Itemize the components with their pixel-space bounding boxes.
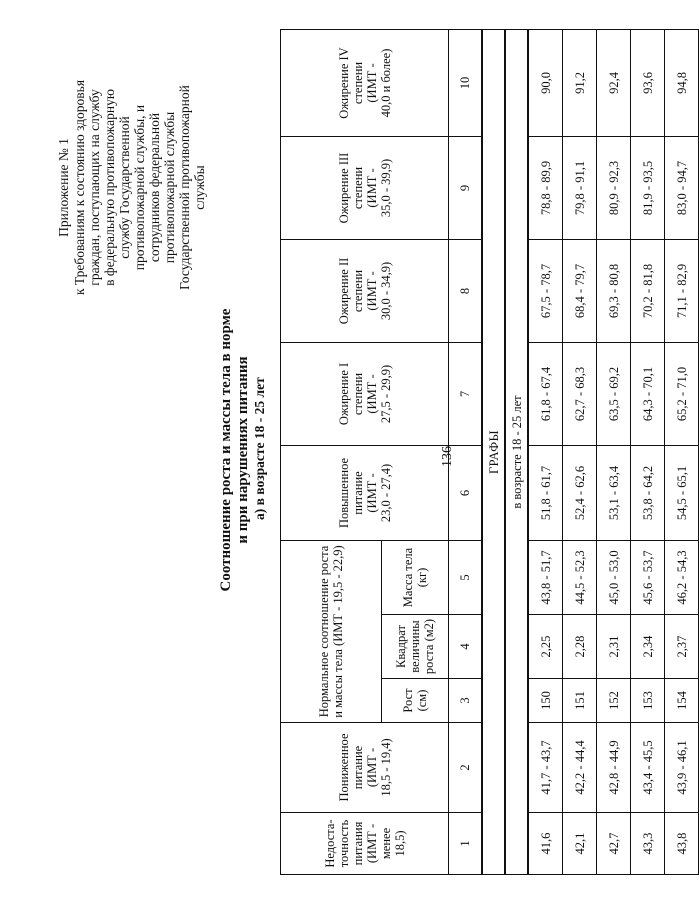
table-cell: 67,5 - 78,7 [528,239,563,342]
table-cell: 2,34 [631,615,665,679]
header-col-8: Ожирение II степени (ИМТ - 30,0 - 34,9) [281,239,449,342]
annex-line: к Требованиям к состоянию здоровья [72,79,87,296]
table-cell: 91,2 [563,29,597,136]
table-cell: 2,37 [665,615,699,679]
document-title-line: и при нарушениях питания [235,356,251,544]
table-cell: 43,3 [631,813,665,875]
column-number: 6 [449,445,483,540]
annex-block [56,35,207,340]
table-cell: 71,1 - 82,9 [665,239,699,342]
table-cell: 44,5 - 52,3 [563,540,597,614]
column-number: 8 [449,239,483,342]
table-cell: 43,8 [665,813,699,875]
annex-line: сотрудников федеральной [147,112,162,263]
header-col-4: Квадрат величины роста (м2) [382,615,449,679]
table-cell: 90,0 [528,29,563,136]
table-cell: 2,31 [597,615,631,679]
table-cell: 78,8 - 89,9 [528,136,563,239]
annex-line: службы [192,165,207,210]
table-cell: 45,6 - 53,7 [631,540,665,614]
header-col-10: Ожирение IV степени (ИМТ - 40,0 и более) [281,29,449,136]
table-cell: 2,25 [528,615,563,679]
table-row [665,29,699,874]
table-cell: 53,8 - 64,2 [631,445,665,540]
table-cell: 153 [631,679,665,723]
document-title [218,200,252,700]
column-number: 3 [449,679,483,723]
table-cell: 43,4 - 45,5 [631,723,665,813]
annex-title: Приложение № 1 [56,138,71,237]
table-cell: 54,5 - 65,1 [665,445,699,540]
table-cell: 83,0 - 94,7 [665,136,699,239]
annex-line: службу Государственной [117,116,132,259]
table-cell: 62,7 - 68,3 [563,342,597,445]
table-row [597,29,631,874]
header-col-1: Недоста- точность питания (ИМТ - менее 18,5) [281,813,449,875]
page-number: 136 [440,446,455,467]
table-cell: 65,2 - 71,0 [665,342,699,445]
table-cell: 150 [528,679,563,723]
table-cell: 45,0 - 53,0 [597,540,631,614]
table-row [528,29,563,874]
table-cell: 69,3 - 80,8 [597,239,631,342]
annex-line: противопожарной службы [162,111,177,264]
table-cell: 53,1 - 63,4 [597,445,631,540]
table-cell: 64,3 - 70,1 [631,342,665,445]
table-cell: 51,8 - 61,7 [528,445,563,540]
column-number: 5 [449,540,483,614]
table-cell: 79,8 - 91,1 [563,136,597,239]
header-col-9: Ожирение III степени (ИМТ - 35,0 - 39,9) [281,136,449,239]
annex-line: Государственной противопожарной [177,85,192,290]
table-cell: 2,28 [563,615,597,679]
table-cell: 42,8 - 44,9 [597,723,631,813]
table-cell: 151 [563,679,597,723]
column-number-row [449,29,483,874]
age-band-label: в возрасте 18 - 25 лет [505,29,528,874]
section-label: ГРАФЫ [482,29,505,874]
table-cell: 52,4 - 62,6 [563,445,597,540]
table-cell: 92,4 [597,29,631,136]
table-cell: 41,6 [528,813,563,875]
table-cell: 80,9 - 92,3 [597,136,631,239]
table-cell: 42,1 [563,813,597,875]
annex-line: в федеральную противопожарную [102,89,117,286]
table-cell: 41,7 - 43,7 [528,723,563,813]
table-cell: 154 [665,679,699,723]
annex-line: граждан, поступающих на службу [87,89,102,286]
header-col-5: Масса тела (кг) [382,540,449,614]
section-band-row [482,29,505,874]
column-number: 2 [449,723,483,813]
header-col-3: Рост (см) [382,679,449,723]
header-row [281,29,382,874]
column-number: 1 [449,813,483,875]
age-subtitle: а) в возрасте 18 - 25 лет [252,377,267,520]
age-band-row [505,29,528,874]
table-cell: 81,9 - 93,5 [631,136,665,239]
header-normal-group: Нормальное соотношение роста и массы тела (ИМТ - 19,5 - 22,9) [281,540,382,722]
table-cell: 43,9 - 46,1 [665,723,699,813]
document-title-line: Соотношение роста и массы тела в норме [218,308,234,592]
table-cell: 70,2 - 81,8 [631,239,665,342]
header-col-2: Пониженное питание (ИМТ - 18,5 - 19,4) [281,723,449,813]
table-row [563,29,597,874]
table-cell: 42,2 - 44,4 [563,723,597,813]
table-cell: 93,6 [631,29,665,136]
annex-line: противопожарной службы, и [132,104,147,271]
column-number: 4 [449,615,483,679]
column-number: 9 [449,136,483,239]
table-cell: 42,7 [597,813,631,875]
table-cell: 43,8 - 51,7 [528,540,563,614]
table-cell: 61,8 - 67,4 [528,342,563,445]
table-cell: 63,5 - 69,2 [597,342,631,445]
height-weight-table [280,29,699,875]
table-cell: 152 [597,679,631,723]
table-cell: 94,8 [665,29,699,136]
column-number: 7 [449,342,483,445]
header-col-6: Повышенное питание (ИМТ - 23,0 - 27,4) [281,445,449,540]
column-number: 10 [449,29,483,136]
table-cell: 46,2 - 54,3 [665,540,699,614]
table-cell: 68,4 - 79,7 [563,239,597,342]
table-row [631,29,665,874]
header-col-7: Ожирение I степени (ИМТ - 27,5 - 29,9) [281,342,449,445]
